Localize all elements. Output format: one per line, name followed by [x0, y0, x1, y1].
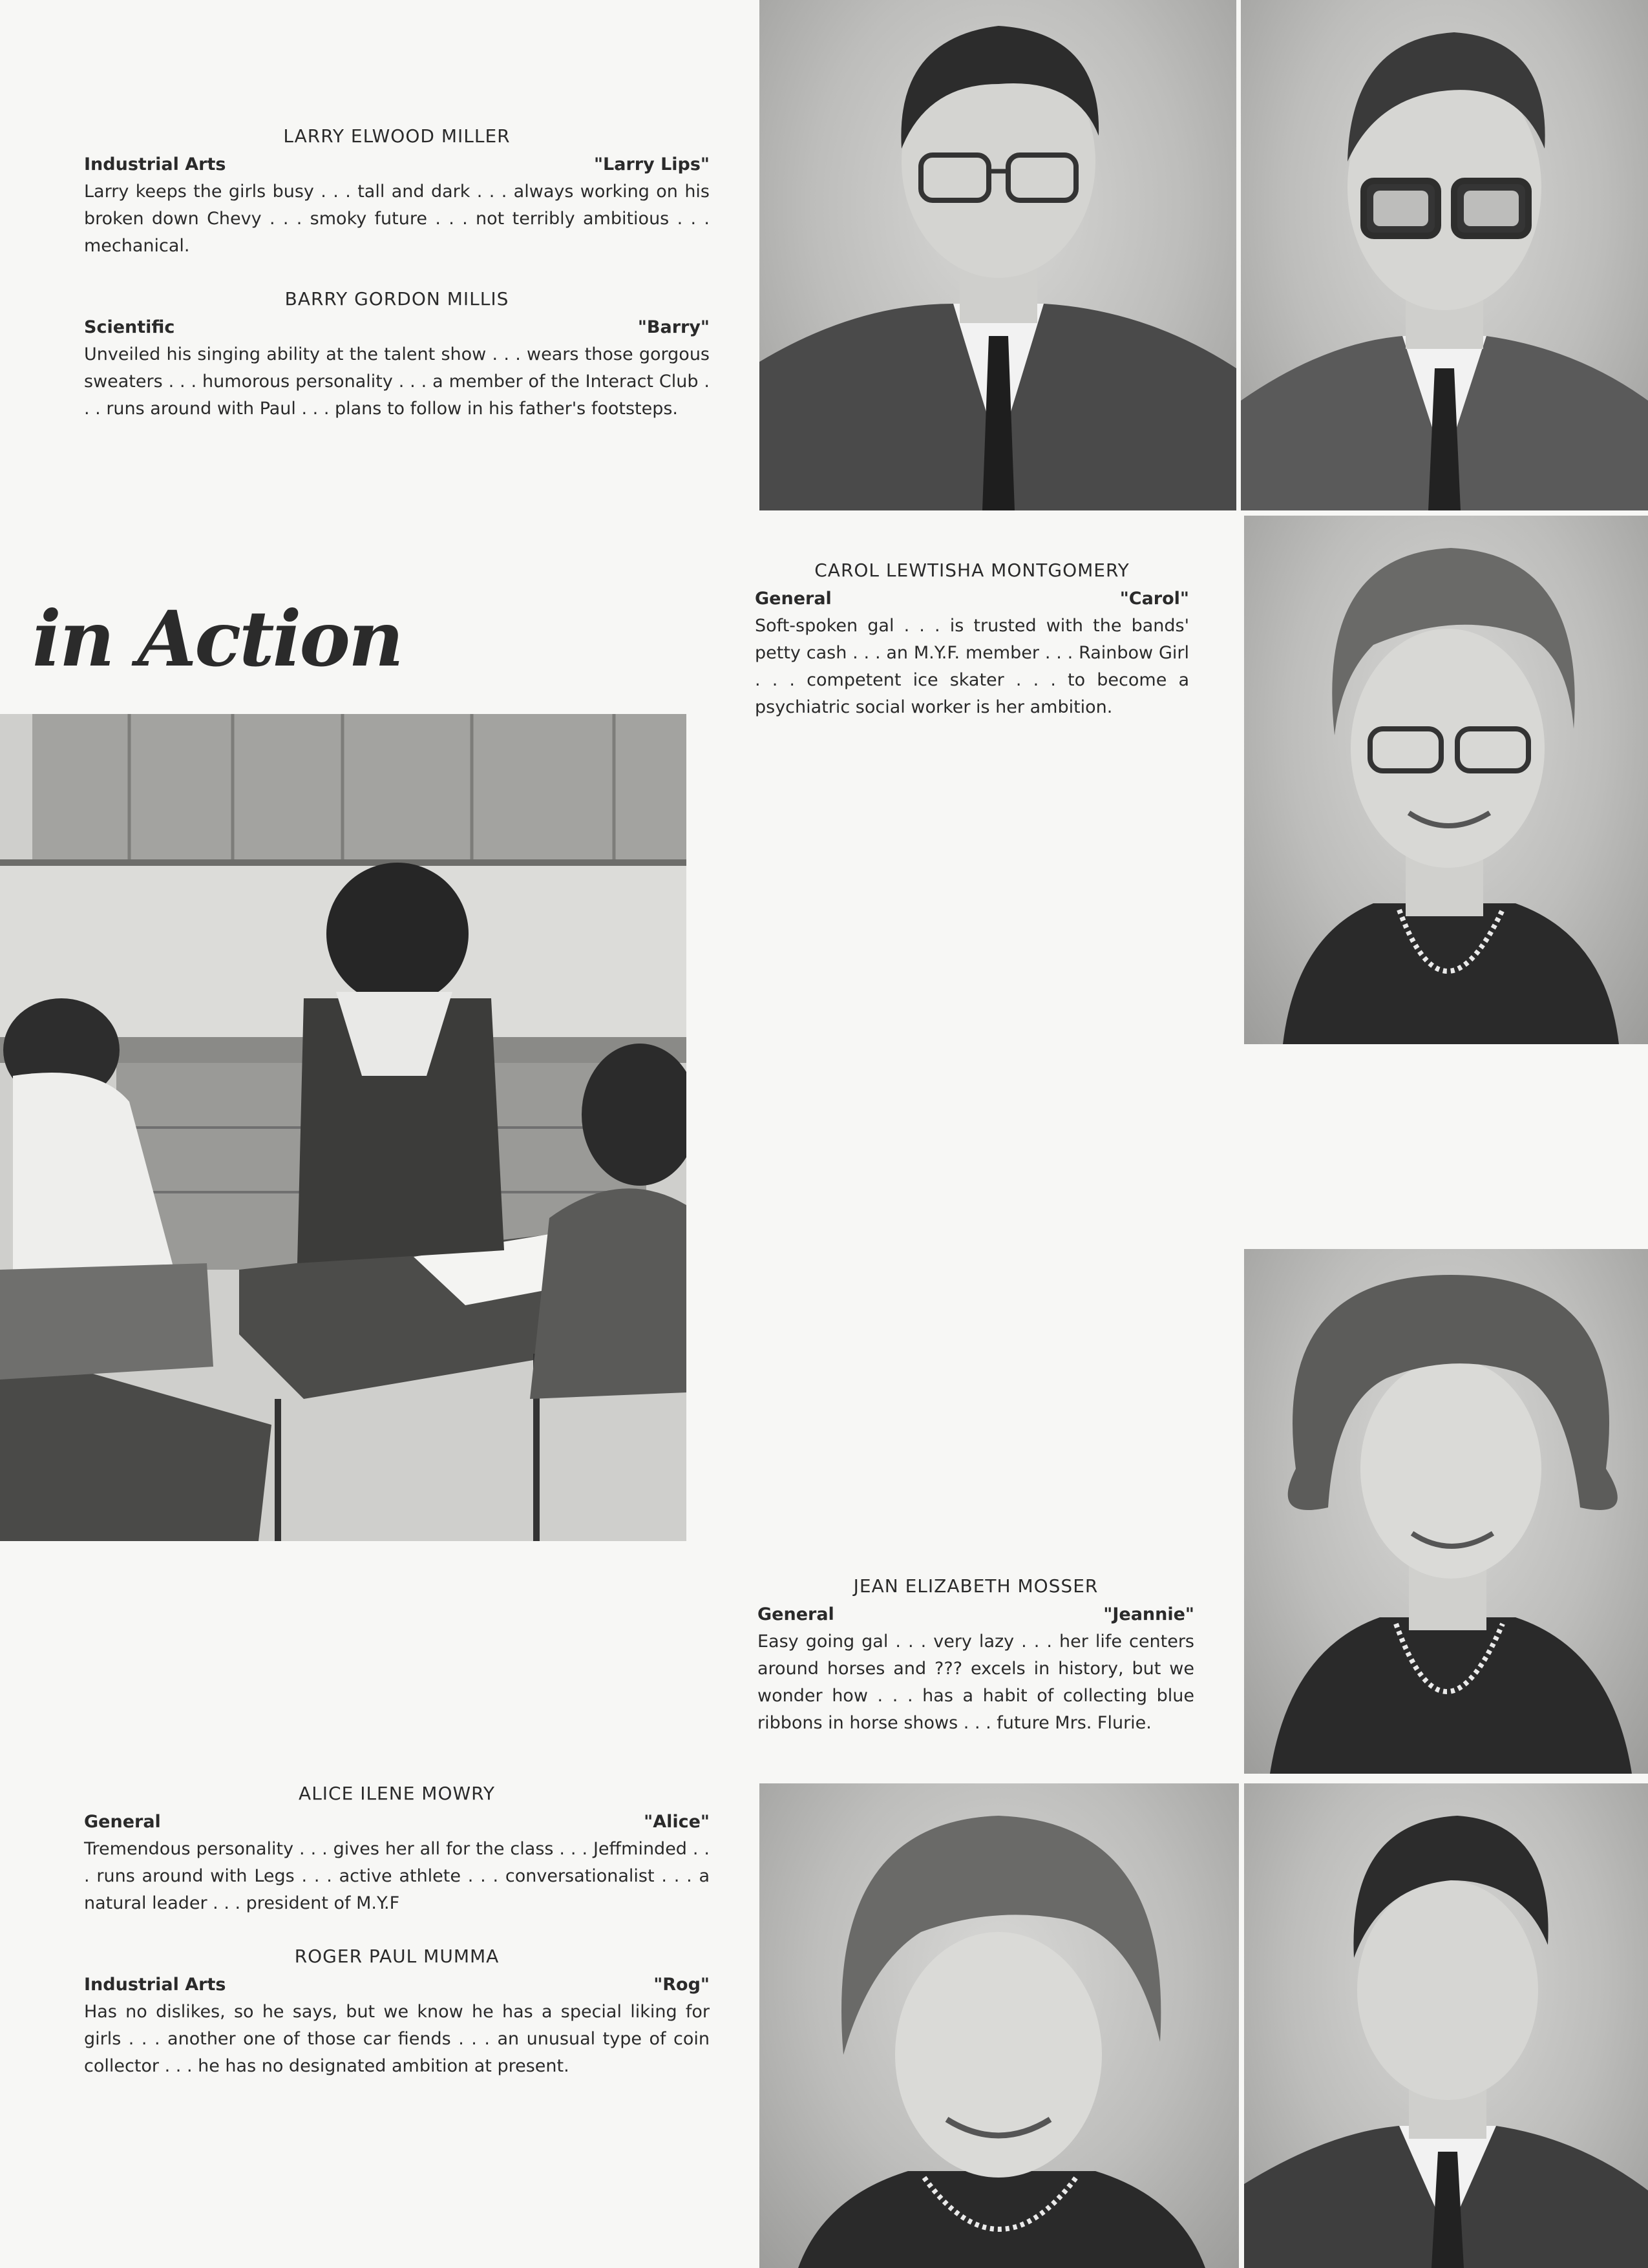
student-bio: Soft-spoken gal . . . is trusted with the bands' petty cash . . . an M.Y.F. member . . . Rainbow Girl . . . competent ice skater . . . to become a psychiatric social worker is her ambition.: [755, 616, 1189, 717]
portrait-alice-mowry: [759, 1783, 1239, 2268]
student-bio: Has no dislikes, so he says, but we know he has a special liking for girls . . . another one of those car fiends . . . an unusual type of coin collector . . . he has no designated ambition at present.: [84, 2002, 710, 2076]
portrait-jean-mosser: [1244, 1249, 1648, 1774]
portrait-roger-mumma: [1244, 1783, 1648, 2268]
student-nickname: "Larry Lips": [593, 154, 710, 174]
student-nickname: "Alice": [644, 1812, 710, 1832]
portrait-carol-montgomery: [1244, 516, 1648, 1044]
student-name: BARRY GORDON MILLIS: [284, 288, 509, 310]
portrait-larry-miller: [759, 0, 1236, 510]
student-nickname: "Rog": [653, 1975, 710, 1995]
section-heading: in Action: [32, 594, 402, 684]
student-course: Scientific: [84, 317, 175, 337]
student-entry-barry-millis: [84, 286, 710, 423]
student-nickname: "Jeannie": [1103, 1604, 1194, 1624]
student-course: General: [755, 589, 832, 609]
student-nickname: "Carol": [1119, 589, 1189, 609]
student-course: Industrial Arts: [84, 1975, 226, 1995]
student-name: JEAN ELIZABETH MOSSER: [853, 1575, 1099, 1597]
student-bio: Unveiled his singing ability at the talent show . . . wears those gorgous sweaters . . . humorous personality . . . a member of the Interact Club . . . runs around with Paul . . . plans to follow in his father's footsteps.: [84, 344, 710, 419]
student-nickname: "Barry": [637, 317, 710, 337]
student-entry-carol-montgomery: [755, 557, 1189, 721]
classroom-action-photo: [0, 714, 686, 1541]
student-entry-alice-mowry: [84, 1780, 710, 1917]
student-name: ALICE ILENE MOWRY: [299, 1783, 495, 1804]
student-course: Industrial Arts: [84, 154, 226, 174]
student-entry-larry-miller: [84, 123, 710, 260]
student-course: General: [757, 1604, 834, 1624]
student-bio: Easy going gal . . . very lazy . . . her life centers around horses and ??? excels in history, but we wonder how . . . has a habit of collecting blue ribbons in horse shows . . . future Mrs. Flurie.: [757, 1632, 1194, 1733]
student-name: CAROL LEWTISHA MONTGOMERY: [814, 560, 1130, 581]
student-name: ROGER PAUL MUMMA: [294, 1946, 500, 1967]
student-entry-jean-mosser: [757, 1573, 1194, 1737]
student-bio: Tremendous personality . . . gives her all for the class . . . Jeffminded . . . runs around with Legs . . . active athlete . . . conversationalist . . . a natural leader . . . president of M.Y.F: [84, 1839, 710, 1913]
student-course: General: [84, 1812, 161, 1832]
student-bio: Larry keeps the girls busy . . . tall and dark . . . always working on his broken down Chevy . . . smoky future . . . not terribly ambitious . . . mechanical.: [84, 182, 710, 256]
student-name: LARRY ELWOOD MILLER: [283, 125, 511, 147]
portrait-barry-millis: [1241, 0, 1648, 510]
student-entry-roger-mumma: [84, 1943, 710, 2080]
